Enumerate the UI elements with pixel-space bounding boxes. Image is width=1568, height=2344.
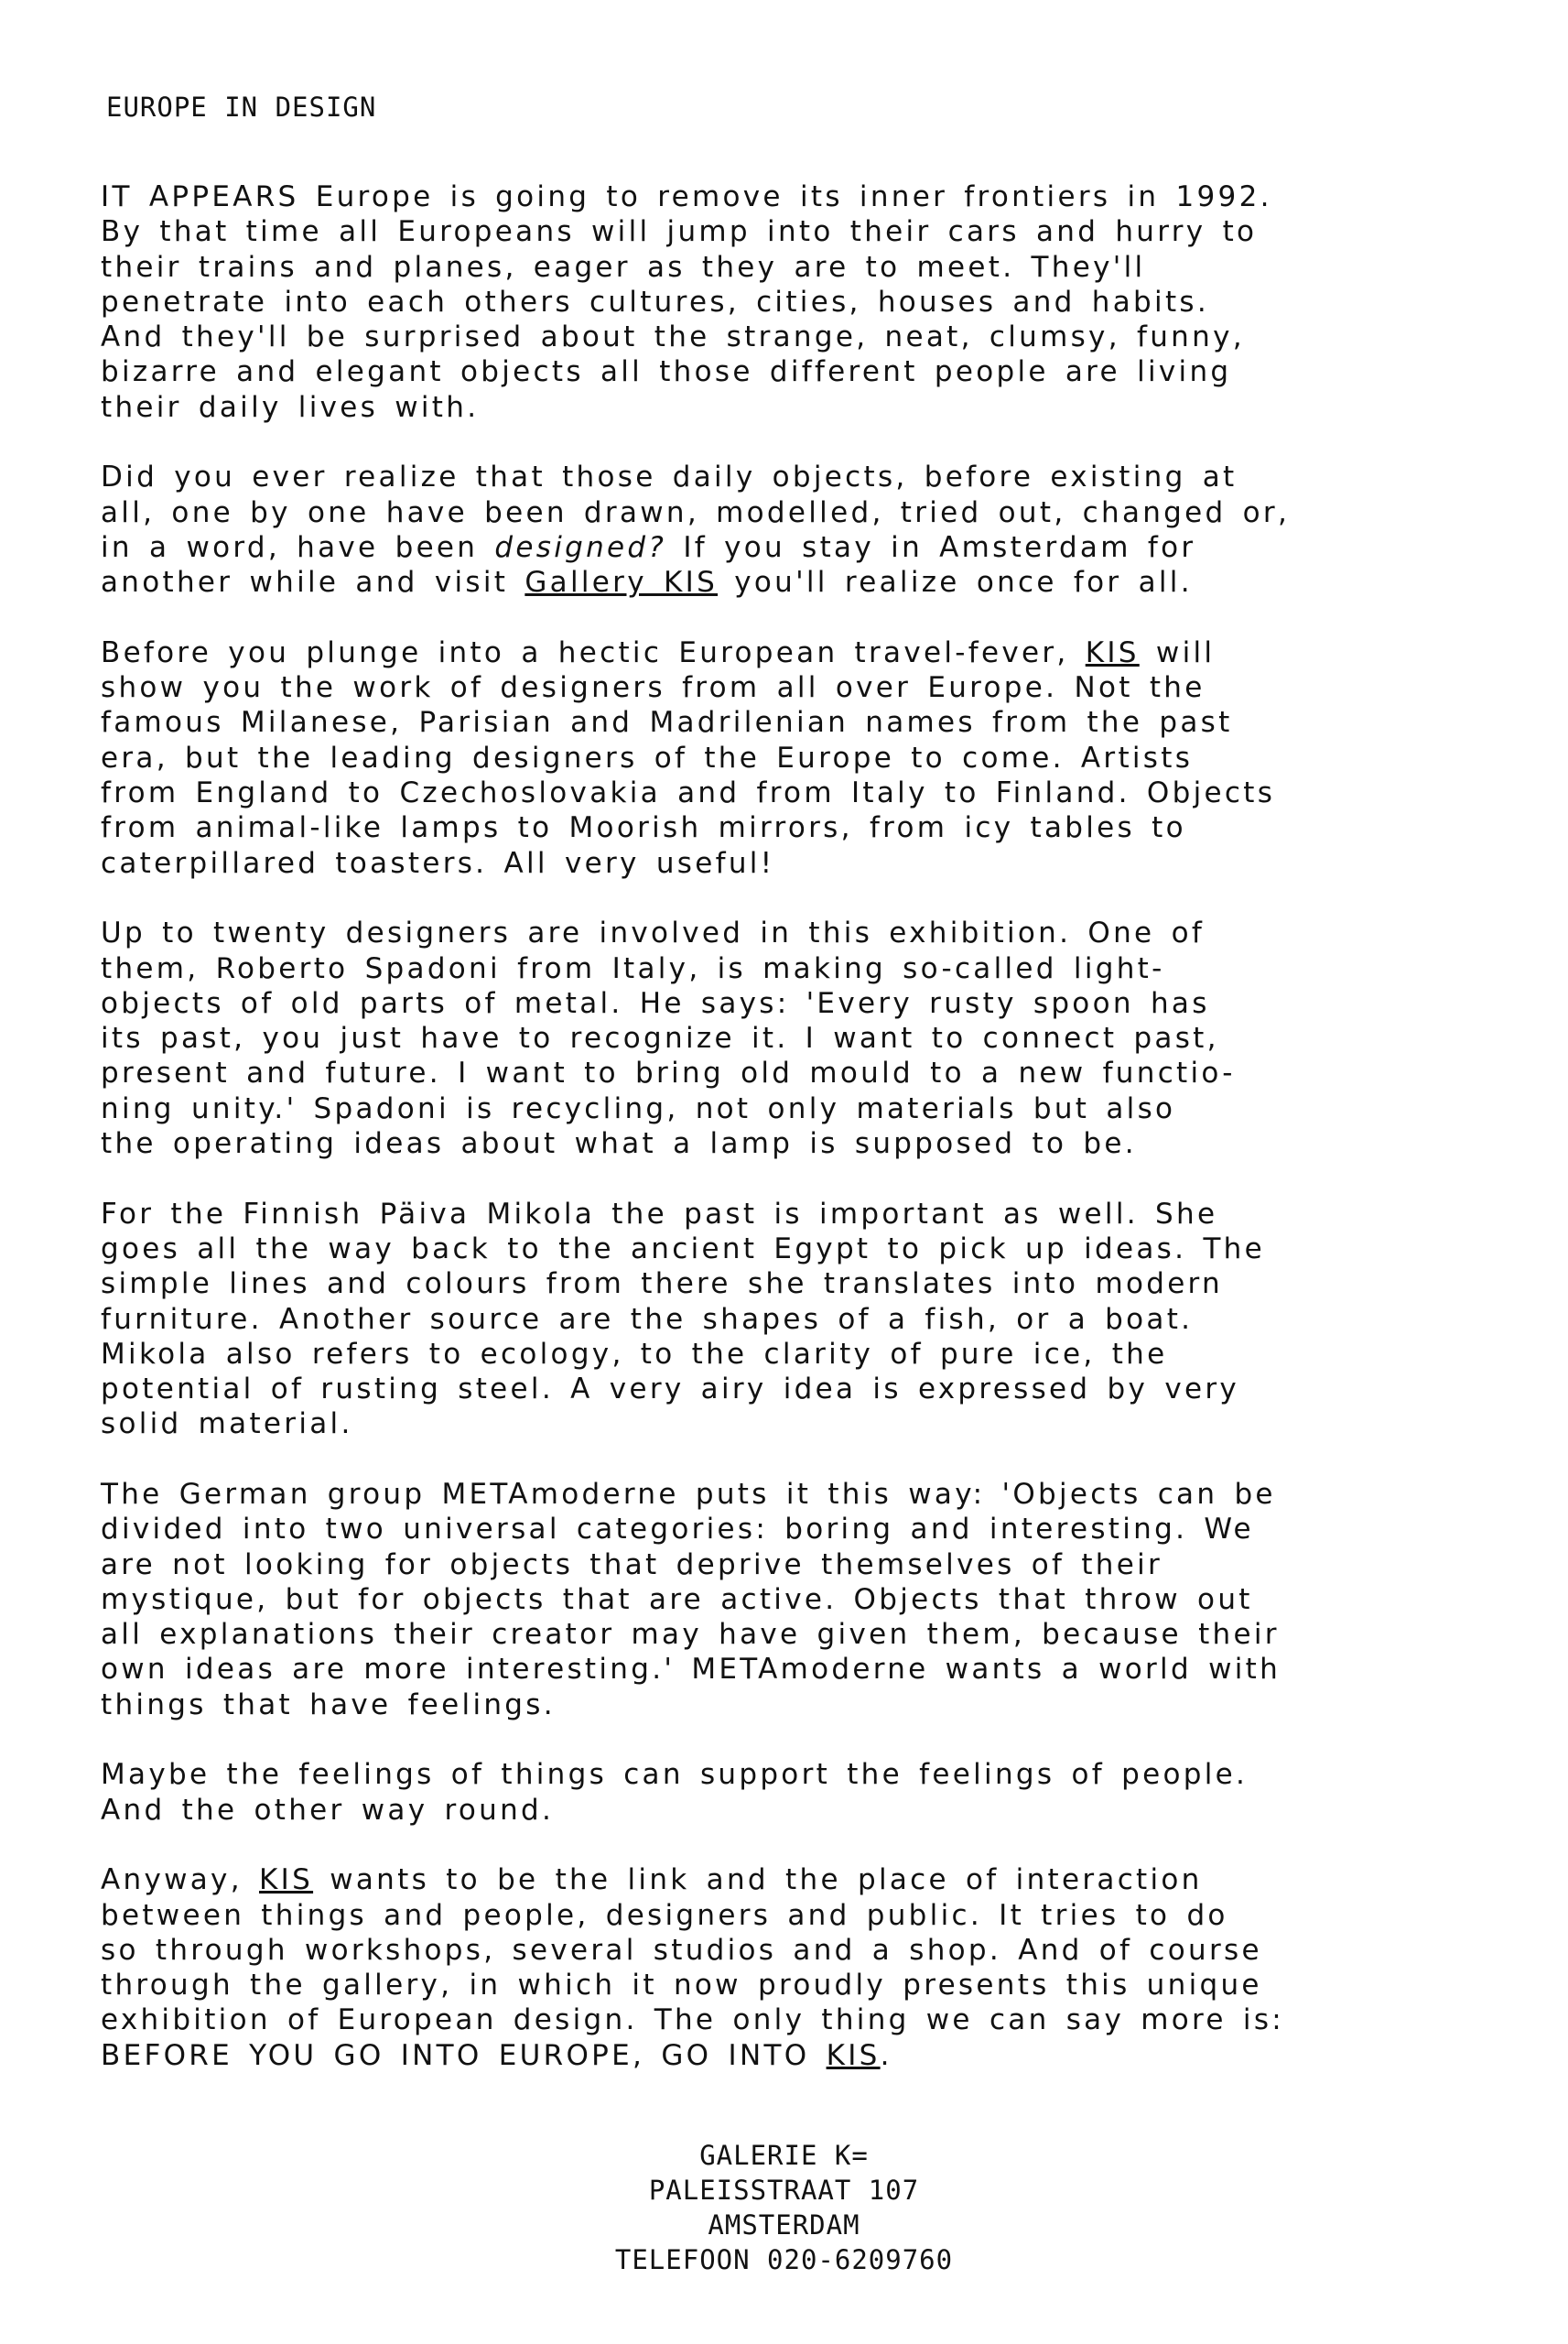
text-segment: Anyway, (101, 1863, 260, 1897)
text-line: objects of old parts of metal. He says: 'Every rusty spoon has (101, 986, 1210, 1020)
text-segment: another while and visit (101, 566, 525, 600)
text-line: all, one by one have been drawn, modelled, tried out, changed or, (101, 495, 1291, 529)
text-line: present and future. I want to bring old mould to a new functio- (101, 1057, 1236, 1091)
text-line: from animal-like lamps to Moorish mirrors, from icy tables to (101, 811, 1186, 845)
paragraph-2 (101, 460, 1492, 600)
underlined-kis: KIS (1085, 635, 1140, 669)
text-line: Up to twenty designers are involved in this exhibition. One of (101, 917, 1206, 950)
text-line: all explanations their creator may have given them, because their (101, 1618, 1280, 1652)
text-line: The German group METAmoderne puts it this way: 'Objects can be (101, 1477, 1276, 1511)
paragraph-4 (101, 916, 1492, 1161)
text-line (101, 635, 1492, 670)
text-segment: in a word, have been (101, 530, 495, 564)
text-line: era, but the leading designers of the Europe to come. Artists (101, 741, 1194, 775)
paragraph-7 (101, 1757, 1492, 1828)
paragraph-6 (101, 1477, 1492, 1722)
text-line: are not looking for objects that deprive themselves of their (101, 1547, 1163, 1581)
gallery-phone: TELEFOON 020-6209760 (614, 2244, 954, 2275)
text-line: show you the work of designers from all over Europe. Not the (101, 671, 1206, 705)
paragraph-5 (101, 1197, 1492, 1442)
text-line: divided into two universal categories: boring and interesting. We (101, 1513, 1254, 1546)
text-line: bizarre and elegant objects all those different people are living (101, 355, 1232, 389)
text-segment: . (880, 2038, 892, 2072)
text-line: mystique, but for objects that are active. Objects that throw out (101, 1582, 1253, 1616)
text-line: from England to Czechoslovakia and from Italy to Finland. Objects (101, 776, 1276, 810)
text-line: simple lines and colours from there she translates into modern (101, 1267, 1224, 1301)
paragraph-3 (101, 635, 1492, 881)
text-line: so through workshops, several studios and a shop. And of course (101, 1933, 1262, 1967)
text-line: their trains and planes, eager as they are to meet. They'll (101, 250, 1146, 284)
underlined-kis: KIS (259, 1863, 314, 1897)
text-line: exhibition of European design. The only thing we can say more is: (101, 2003, 1285, 2037)
text-line: things that have feelings. (101, 1687, 556, 1721)
text-segment: you'll realize once for all. (718, 566, 1193, 600)
text-line: solid material. (101, 1407, 353, 1441)
text-segment: will (1139, 635, 1216, 669)
text-line: them, Roberto Spadoni from Italy, is making so-called light- (101, 951, 1165, 985)
text-segment: wants to be the link and the place of interaction (313, 1863, 1203, 1897)
text-line: And the other way round. (101, 1793, 555, 1827)
text-line: goes all the way back to the ancient Egypt to pick up ideas. The (101, 1232, 1265, 1265)
text-segment: If you stay in Amsterdam for (666, 530, 1196, 564)
text-line: the operating ideas about what a lamp is supposed to be. (101, 1127, 1137, 1161)
text-line: By that time all Europeans will jump into their cars and hurry to (101, 215, 1258, 249)
text-line (101, 565, 1492, 600)
gallery-city: AMSTERDAM (708, 2209, 860, 2241)
text-line: Did you ever realize that those daily objects, before existing at (101, 461, 1238, 494)
text-line: Mikola also refers to ecology, to the clarity of pure ice, the (101, 1337, 1168, 1371)
text-line: through the gallery, in which it now proudly presents this unique (101, 1969, 1262, 2002)
text-line: For the Finnish Päiva Mikola the past is important as well. She (101, 1197, 1218, 1231)
article-body (101, 179, 1492, 2108)
emphasis-designed: designed? (494, 530, 667, 564)
document-title: EUROPE IN DESIGN (106, 92, 377, 123)
text-line: caterpillared toasters. All very useful! (101, 846, 775, 880)
text-line: own ideas are more interesting.' METAmoderne wants a world with (101, 1653, 1281, 1687)
gallery-name: GALERIE K= (699, 2140, 869, 2171)
text-line: potential of rusting steel. A very airy idea is expressed by very (101, 1373, 1240, 1406)
paragraph-1 (101, 179, 1492, 425)
text-segment: Before you plunge into a hectic European travel-fever, (101, 635, 1086, 669)
text-line: its past, you just have to recognize it. I want to connect past, (101, 1022, 1219, 1056)
paragraph-8 (101, 1862, 1492, 2073)
gallery-address (0, 2138, 1568, 2277)
text-line: penetrate into each others cultures, cities, houses and habits. (101, 285, 1210, 319)
text-line: Maybe the feelings of things can support the feelings of people. (101, 1758, 1249, 1792)
text-line: IT APPEARS Europe is going to remove its inner frontiers in 1992. (101, 180, 1272, 213)
text-line: their daily lives with. (101, 390, 480, 424)
text-line (101, 1862, 1492, 1897)
text-line: And they'll be surprised about the strange, neat, clumsy, funny, (101, 320, 1245, 354)
underlined-kis: KIS (826, 2038, 881, 2072)
text-segment: BEFORE YOU GO INTO EUROPE, GO INTO (101, 2038, 827, 2072)
text-line: furniture. Another source are the shapes of a fish, or a boat. (101, 1302, 1194, 1336)
text-line: ning unity.' Spadoni is recycling, not only materials but also (101, 1091, 1176, 1125)
gallery-street: PALEISSTRAAT 107 (648, 2175, 920, 2206)
underlined-gallery-kis: Gallery KIS (524, 566, 719, 600)
text-line: famous Milanese, Parisian and Madrilenian names from the past (101, 706, 1233, 740)
text-line (101, 2038, 1492, 2073)
text-line: between things and people, designers and public. It tries to do (101, 1898, 1228, 1932)
text-line (101, 530, 1492, 565)
